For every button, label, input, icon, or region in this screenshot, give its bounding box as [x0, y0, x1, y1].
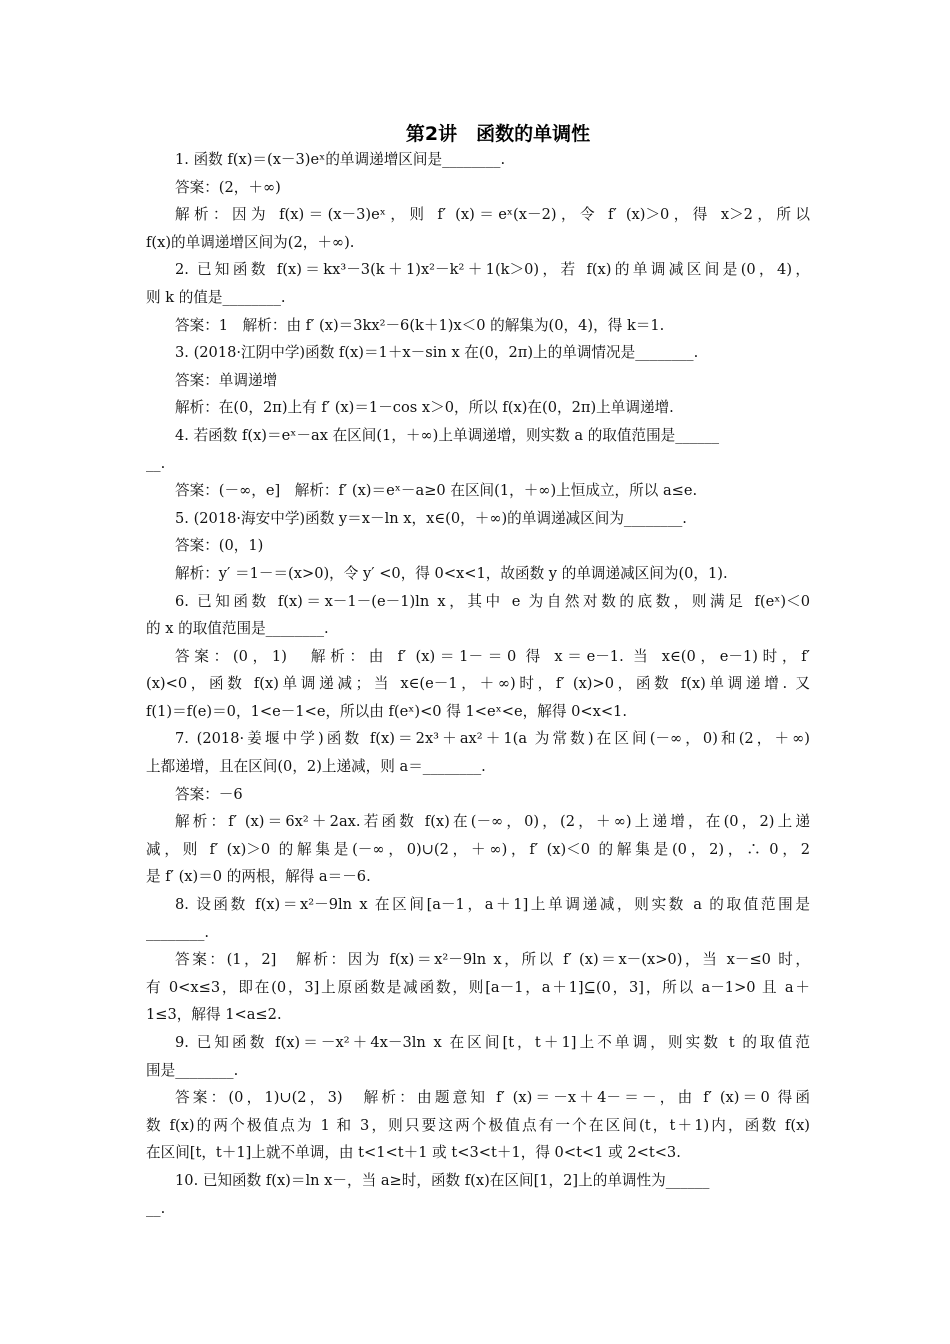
text-line: 在区间[t，t＋1]上就不单调，由 t<1<t＋1 或 t<3<t＋1，得 0<t<1 或 2<t<3. — [146, 1144, 681, 1162]
text-line: 10. 已知函数 f(x)＝ln x－，当 a≥时，函数 f(x)在区间[1，2]上的单调性为______ — [175, 1171, 710, 1189]
text-line: 解析：y′ ＝1－＝(x>0)，令 y′ <0，得 0<x<1，故函数 y 的单调递减区间为(0，1). — [175, 564, 728, 582]
text-line: 答案：(1，2] 解析：因为 f(x)＝x²－9ln x，所以 f′ (x)＝x－(x>0)，当 x－≤0 时， — [175, 951, 810, 969]
text-line: 有 0<x≤3，即在(0，3]上原函数是减函数，则[a－1，a＋1]⊆(0，3]，所以 a－1>0 且 a＋ — [146, 978, 810, 996]
text-line: 答案：(0，1) — [175, 537, 264, 555]
text-line: 2. 已知函数 f(x)＝kx³－3(k＋1)x²－k²＋1(k＞0)，若 f(x)的单调减区间是(0，4)， — [175, 261, 810, 279]
text-line: 减，则 f′ (x)＞0 的解集是(－∞，0)∪(2，＋∞)，f′ (x)＜0 的解集是(0，2)，∴ 0，2 — [146, 840, 810, 858]
text-line: 5. (2018·海安中学)函数 y＝x－ln x，x∈(0，＋∞)的单调递减区间为________. — [175, 509, 687, 527]
text-line: 9. 已知函数 f(x)＝－x²＋4x－3ln x 在区间[t，t＋1]上不单调，则实数 t 的取值范 — [175, 1034, 810, 1051]
text-line: 4. 若函数 f(x)＝eˣ－ax 在区间(1，＋∞)上单调递增，则实数 a 的取值范围是______ — [175, 426, 720, 444]
text-line: 7. (2018·姜堰中学)函数 f(x)＝2x³＋ax²＋1(a 为常数)在区间(－∞，0)和(2，＋∞) — [175, 730, 810, 748]
document-page — [146, 120, 810, 1222]
text-line: 3. (2018·江阴中学)函数 f(x)＝1＋x－sin x 在(0，2π)上的单调情况是________. — [175, 344, 699, 362]
text-line: 8. 设函数 f(x)＝x²－9ln x 在区间[a－1，a＋1]上单调递减，则实数 a 的取值范围是 — [175, 896, 810, 914]
text-line: 答案：(0，1) 解析：由 f′ (x)＝1－＝0 得 x＝e－1. 当 x∈(0，e－1)时，f′ — [175, 647, 810, 665]
text-line: 上都递增，且在区间(0，2)上递减，则 a＝________. — [146, 758, 486, 776]
document-body — [146, 146, 810, 1222]
text-line: __. — [146, 454, 166, 472]
text-line: 答案：(2，＋∞) — [175, 178, 281, 196]
text-line: 数 f(x)的两个极值点为 1 和 3，则只要这两个极值点有一个在区间(t，t＋1)内，函数 f(x) — [146, 1116, 810, 1134]
text-line: 答案：(0，1)∪(2，3) 解析：由题意知 f′ (x)＝－x＋4－＝－，由 f′ (x)＝0 得函 — [175, 1089, 810, 1107]
text-line: 1. 函数 f(x)＝(x－3)eˣ的单调递增区间是________. — [175, 151, 506, 168]
text-line: 解析：f′ (x)＝6x²＋2ax.若函数 f(x)在(－∞，0)，(2，＋∞)上递增，在(0，2)上递 — [175, 813, 810, 831]
text-line: f(x)的单调递增区间为(2，＋∞). — [146, 233, 355, 251]
text-line: 的 x 的取值范围是________. — [146, 620, 329, 638]
text-line: 答案：1 解析：由 f′ (x)＝3kx²－6(k＋1)x＜0 的解集为(0，4)，得 k＝1. — [175, 316, 665, 334]
page-title: 第2讲 函数的单调性 — [405, 123, 591, 145]
text-line: 答案：(－∞，e] 解析：f′ (x)＝eˣ－a≥0 在区间(1，＋∞)上恒成立，所以 a≤e. — [175, 482, 698, 500]
text-line: 则 k 的值是________. — [146, 288, 286, 306]
text-line: ________. — [146, 923, 210, 941]
text-line: f(1)＝f(e)＝0，1<e－1<e，所以由 f(eˣ)<0 得 1<eˣ<e，解得 0<x<1. — [146, 702, 627, 720]
text-line: 答案：－6 — [175, 785, 243, 803]
text-line: 围是________. — [146, 1061, 239, 1079]
text-line: 解析：在(0，2π)上有 f′ (x)＝1－cos x＞0，所以 f(x)在(0，2π)上单调递增. — [175, 399, 674, 417]
text-line: 解析：因为 f(x)＝(x－3)eˣ，则 f′ (x)＝eˣ(x－2)，令 f′ (x)＞0，得 x＞2，所以 — [175, 206, 810, 224]
text-line: 1≤3，解得 1<a≤2. — [146, 1006, 282, 1024]
text-line: (x)<0，函数 f(x)单调递减；当 x∈(e－1，＋∞)时，f′ (x)>0，函数 f(x)单调递增. 又 — [146, 675, 810, 693]
text-line: __. — [146, 1199, 166, 1217]
text-line: 是 f′ (x)＝0 的两根，解得 a＝－6. — [146, 868, 371, 886]
text-line: 6. 已知函数 f(x)＝x－1－(e－1)ln x，其中 e 为自然对数的底数，则满足 f(eˣ)＜0 — [175, 592, 810, 610]
text-line: 答案：单调递增 — [175, 371, 278, 389]
